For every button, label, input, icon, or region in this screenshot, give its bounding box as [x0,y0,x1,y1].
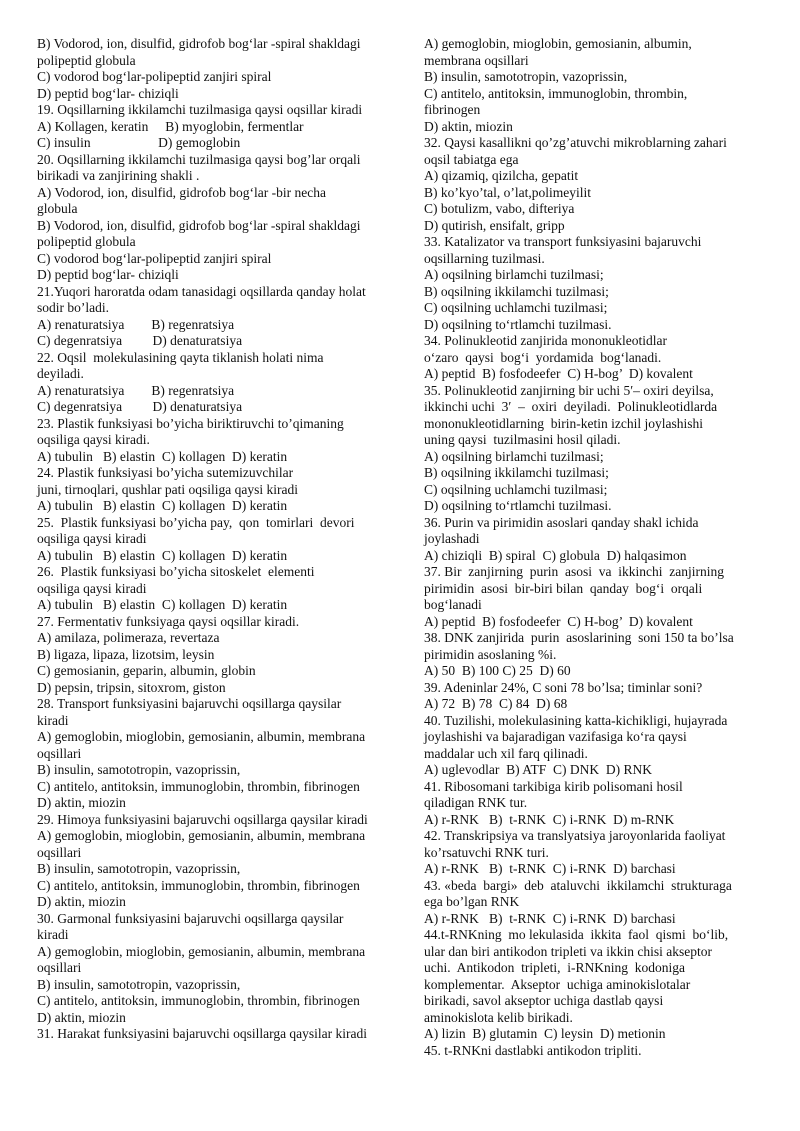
text-line: 38. DNK zanjirida purin asoslarining soni 150 ta bo’lsa [424,630,734,645]
text-line: globula [37,201,78,216]
text-line: A) amilaza, polimeraza, revertaza [37,630,220,645]
text-line: D) peptid bog‘lar- chiziqli [37,85,179,101]
text-line: pirimidin asoslaning %i. [424,646,557,662]
text-line: A) gemoglobin, mioglobin, gemosianin, albumin, membrana [37,729,366,744]
text-line: A) tubulin B) elastin C) kollagen D) keratin [37,597,288,612]
text-line: A) r-RNK B) t-RNK C) i-RNK D) barchasi [424,861,676,876]
text-line: birikadi va zanjirining shakli . [37,168,200,183]
text-line: D) aktin, miozin [37,1009,126,1025]
text-line: 30. Garmonal funksiyasini bajaruvchi oqsillarga qaysilar [37,910,344,926]
text-line: A) oqsilning birlamchi tuzilmasi; [424,448,604,464]
text-line: B) insulin, samototropin, vazoprissin, [37,976,241,992]
text-line: C) antitelo, antitoksin, immunoglobin, thrombin, fibrinogen [37,778,360,794]
text-line: A) peptid B) fosfodeefer C) H-bog’ D) kovalent [424,366,693,381]
text-line: 45. t-RNKni dastlabki antikodon tripliti. [424,1042,642,1058]
text-line: ular dan biri antikodon tripleti va ikkin chisi akseptor [424,943,712,959]
text-line: A) 50 B) 100 C) 25 D) 60 [424,663,571,678]
text-line: ikkinchi uchi 3′ – oxiri deyiladi. Polinukleotidlarda [424,399,718,414]
text-line: A) Kollagen, keratin B) myoglobin, fermentlar [37,118,304,134]
text-line: 31. Harakat funksiyasini bajaruvchi oqsillarga qaysilar kiradi [37,1026,368,1041]
text-line: o‘zaro qaysi bog‘i yordamida bog‘lanadi. [424,349,662,365]
text-line: 23. Plastik funksiyasi bo’yicha biriktiruvchi to’qimaning [37,415,344,431]
text-line: D) oqsilning to‘rtlamchi tuzilmasi. [424,498,612,513]
text-line: 29. Himoya funksiyasini bajaruvchi oqsillarga qaysilar kiradi [37,811,368,827]
text-line: A) uglevodlar B) ATF C) DNK D) RNK [424,762,652,777]
text-line: 21.Yuqori haroratda odam tanasidagi oqsillarda qanday holat [37,283,366,299]
text-line: D) qutirish, ensifalt, gripp [424,217,565,233]
text-line: 36. Purin va pirimidin asoslari qanday shakl ichida [424,514,699,530]
text-line: joylashishi va bajaradigan vazifasiga ko‘ra qaysi [424,729,687,744]
text-line: 24. Plastik funksiyasi bo’yicha sutemizuvchilar [37,465,294,480]
text-line: pirimidin asosi bir-biri bilan qanday bog‘i orqali [424,580,703,596]
text-line: B) ligaza, lipaza, lizotsim, leysin [37,646,215,662]
text-line: A) tubulin B) elastin C) kollagen D) keratin [37,547,288,563]
text-line: oqsillarning tuzilmasi. [424,250,545,266]
text-line: komplementar. Akseptor uchiga aminokislotalar [424,976,691,992]
text-line: A) renaturatsiya B) regenratsiya [37,316,235,332]
right-text-column [424,36,764,1059]
text-line: A) tubulin B) elastin C) kollagen D) keratin [37,498,288,513]
text-line: ega bo’lgan RNK [424,894,520,909]
text-line: D) aktin, miozin [37,894,126,909]
left-text-column [37,36,403,1043]
text-line: 32. Qaysi kasallikni qo’zg’atuvchi mikroblarning zahari [424,135,727,150]
text-line: maddalar uch xil farq qilinadi. [424,745,588,761]
text-line: C) degenratsiya D) denaturatsiya [37,333,243,348]
text-line: aminokislota kelib birikadi. [424,1009,573,1025]
text-line: mononukleotidlarning birin-ketin izchil joylashishi [424,415,703,431]
text-line: oqsil tabiatga ega [424,151,519,167]
text-line: A) gemoglobin, mioglobin, gemosianin, albumin, [424,36,692,51]
text-line: 44.t-RNKning mo lekulasida ikkita faol qismi bo‘lib, [424,927,729,942]
text-line: bog‘lanadi [424,597,482,612]
text-line: 35. Polinukleotid zanjirning bir uchi 5′– oxiri deyilsa, [424,382,714,398]
text-line: C) oqsilning uchlamchi tuzilmasi; [424,300,608,315]
text-line: uning qaysi tuzilmasini hosil qiladi. [424,432,621,447]
text-line: 41. Ribosomani tarkibiga kirib polisomani hosil [424,778,683,794]
text-line: C) antitelo, antitoksin, immunoglobin, thrombin, fibrinogen [37,993,360,1008]
text-line: polipeptid globula [37,52,136,68]
text-line: fibrinogen [424,102,481,117]
text-line: C) oqsilning uchlamchi tuzilmasi; [424,481,608,497]
text-line: A) oqsilning birlamchi tuzilmasi; [424,267,604,282]
text-line: sodir bo’ladi. [37,300,109,315]
text-line: 33. Katalizator va transport funksiyasini bajaruvchi [424,234,702,249]
text-line: ko’rsatuvchi RNK turi. [424,844,549,860]
text-line: A) tubulin B) elastin C) kollagen D) keratin [37,448,288,464]
text-line: joylashadi [424,531,480,546]
text-line: 22. Oqsil molekulasining qayta tiklanish holati nima [37,349,324,365]
text-line: polipeptid globula [37,234,136,249]
text-line: A) peptid B) fosfodeefer C) H-bog’ D) kovalent [424,613,693,629]
text-line: kiradi [37,712,69,728]
text-line: D) aktin, miozin [37,795,126,810]
text-line: 40. Tuzilishi, molekulasining katta-kichikligi, hujayrada [424,712,728,728]
text-line: uchi. Antikodon tripleti, i-RNKning kodoniga [424,960,685,975]
text-line: 28. Transport funksiyasini bajaruvchi oqsillarga qaysilar [37,696,342,711]
text-line: A) 72 B) 78 C) 84 D) 68 [424,696,568,711]
text-line: C) antitelo, antitoksin, immunoglobin, thrombin, [424,85,688,101]
text-line: B) Vodorod, ion, disulfid, gidrofob bog‘lar -spiral shakldagi [37,217,361,233]
text-line: birikadi, savol akseptor uchiga dastlab qaysi [424,993,664,1008]
text-line: A) renaturatsiya B) regenratsiya [37,382,235,398]
text-line: D) oqsilning to‘rtlamchi tuzilmasi. [424,316,612,332]
text-line: 19. Oqsillarning ikkilamchi tuzilmasiga qaysi oqsillar kiradi [37,102,363,117]
text-line: 39. Adeninlar 24%, C soni 78 bo’lsa; timinlar soni? [424,679,703,695]
text-line: 37. Bir zanjirning purin asosi va ikkinchi zanjirning [424,564,724,579]
text-line: C) degenratsiya D) denaturatsiya [37,399,243,414]
text-line: deyiladi. [37,366,84,381]
text-line: A) Vodorod, ion, disulfid, gidrofob bog‘lar -bir necha [37,184,326,200]
text-line: A) gemoglobin, mioglobin, gemosianin, albumin, membrana [37,943,366,959]
text-line: membrana oqsillari [424,52,529,68]
text-line: oqsillari [37,745,82,761]
text-line: A) r-RNK B) t-RNK C) i-RNK D) m-RNK [424,811,675,827]
text-line: B) Vodorod, ion, disulfid, gidrofob bog‘lar -spiral shakldagi [37,36,361,51]
text-line: B) insulin, samototropin, vazoprissin, [424,69,628,84]
text-line: D) peptid bog‘lar- chiziqli [37,267,179,282]
text-line: oqsiliga qaysi kiradi [37,580,147,596]
text-line: B) insulin, samototropin, vazoprissin, [37,762,241,777]
text-line: C) vodorod bog‘lar-polipeptid zanjiri spiral [37,69,272,84]
text-line: juni, tirnoqlari, qushlar pati oqsiliga qaysi kiradi [37,481,298,497]
text-line: oqsiliga qaysi kiradi. [37,432,150,447]
text-line: oqsillari [37,960,82,975]
text-line: 43. «beda bargi» deb ataluvchi ikkilamchi strukturaga [424,877,732,893]
text-line: 42. Transkripsiya va translyatsiya jaroyonlarida faoliyat [424,828,726,843]
text-line: B) insulin, samototropin, vazoprissin, [37,861,241,876]
text-line: 20. Oqsillarning ikkilamchi tuzilmasiga qaysi bog’lar orqali [37,151,361,167]
text-line: A) r-RNK B) t-RNK C) i-RNK D) barchasi [424,910,676,926]
text-line: D) aktin, miozin [424,118,513,134]
text-line: 27. Fermentativ funksiyaga qaysi oqsillar kiradi. [37,613,300,629]
text-line: C) antitelo, antitoksin, immunoglobin, thrombin, fibrinogen [37,877,360,893]
text-line: 25. Plastik funksiyasi bo’yicha pay, qon tomirlari devori [37,514,355,530]
text-line: D) pepsin, tripsin, sitoxrom, giston [37,679,226,695]
text-line: oqsillari [37,844,82,860]
text-line: B) ko’kyo’tal, o’lat,polimeyilit [424,184,591,200]
text-line: A) qizamiq, qizilcha, gepatit [424,168,579,183]
text-line: oqsiliga qaysi kiradi [37,531,147,546]
text-line: 26. Plastik funksiyasi bo’yicha sitoskelet elementi [37,564,315,579]
text-line: A) lizin B) glutamin C) leysin D) metionin [424,1026,666,1041]
text-line: B) oqsilning ikkilamchi tuzilmasi; [424,465,609,480]
text-line: qiladigan RNK tur. [424,795,528,810]
text-line: C) gemosianin, geparin, albumin, globin [37,663,256,678]
text-line: C) botulizm, vabo, difteriya [424,201,575,216]
text-line: A) gemoglobin, mioglobin, gemosianin, albumin, membrana [37,828,366,843]
text-line: A) chiziqli B) spiral C) globula D) halqasimon [424,547,687,563]
text-line: C) vodorod bog‘lar-polipeptid zanjiri spiral [37,250,272,266]
text-line: B) oqsilning ikkilamchi tuzilmasi; [424,283,609,299]
text-line: C) insulin D) gemoglobin [37,135,241,150]
text-line: kiradi [37,927,69,942]
text-line: 34. Polinukleotid zanjirida mononukleotidlar [424,333,667,348]
